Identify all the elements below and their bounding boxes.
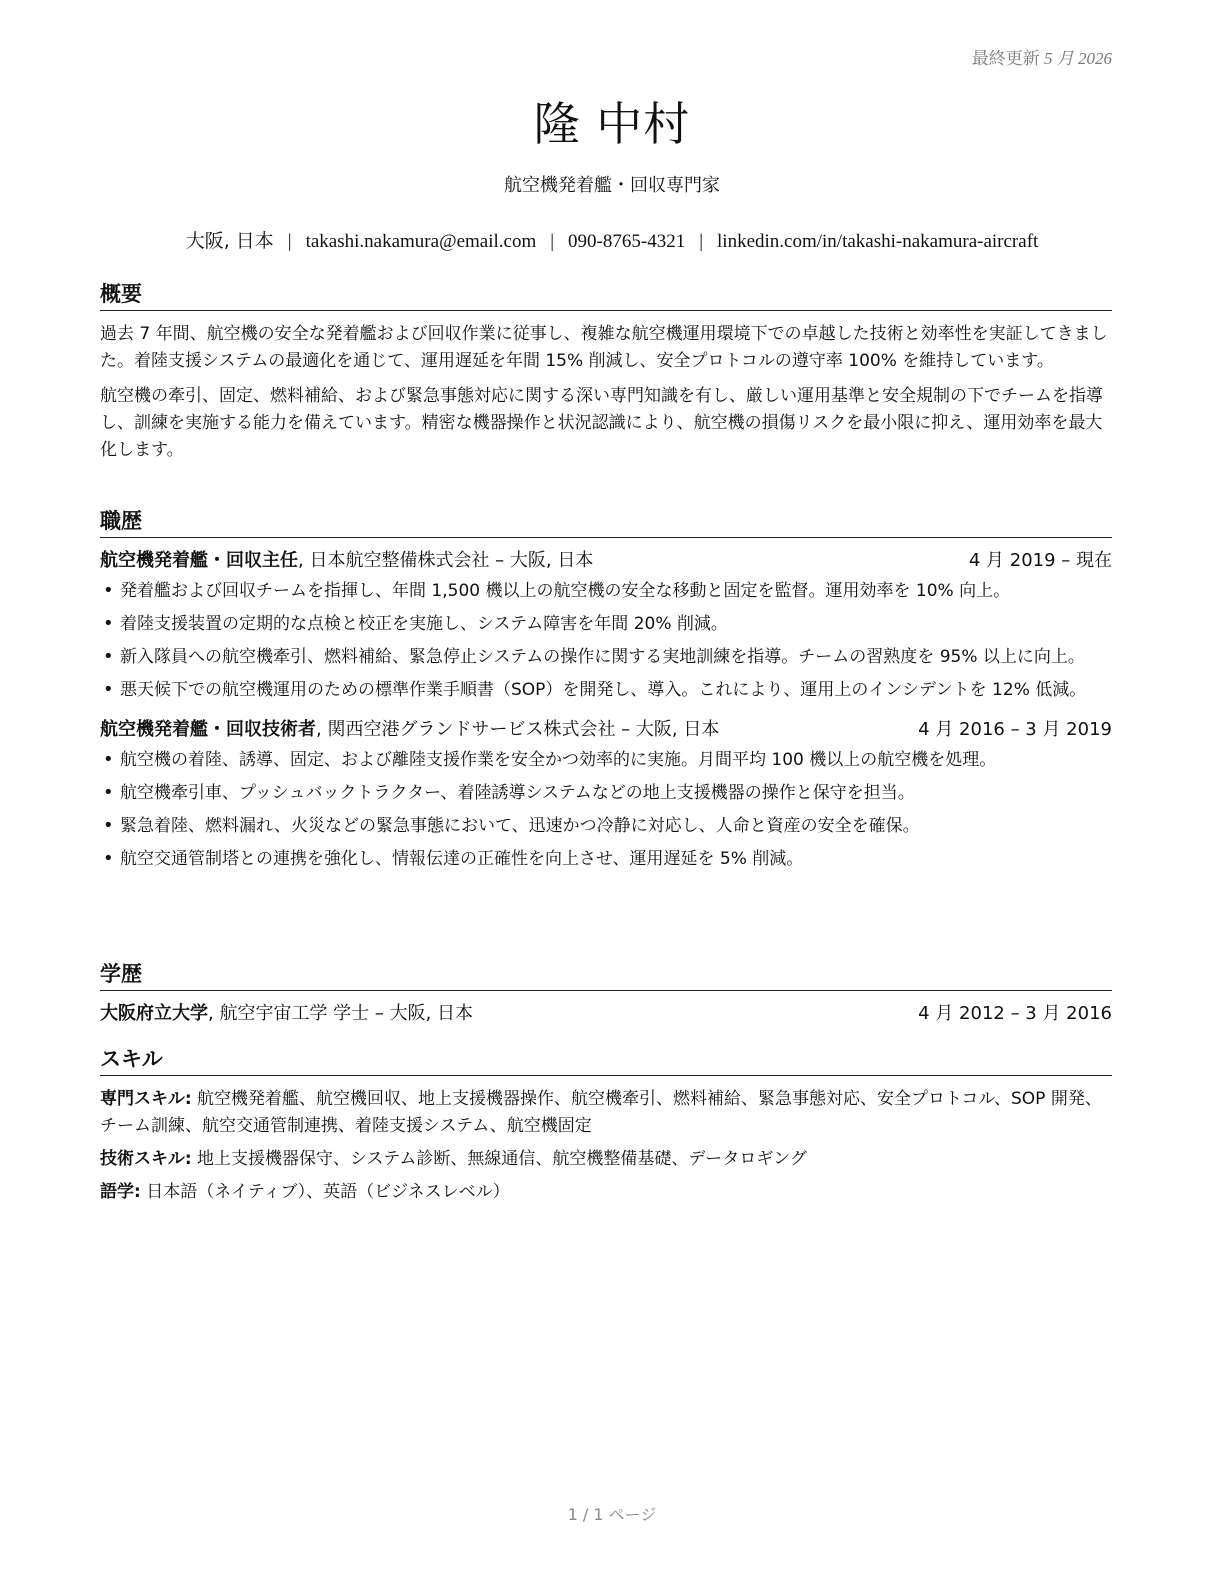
contact-linkedin[interactable]: linkedin.com/in/takashi-nakamura-aircraft [717, 231, 1039, 252]
experience-section [100, 505, 1112, 879]
job-bullet: • 航空機牽引車、プッシュバックトラクター、着陸誘導システムなどの地上支援機器の操作と保守を担当。 [100, 780, 1112, 806]
skill-row [100, 1086, 1112, 1140]
contact-separator: | [287, 231, 292, 252]
job-bullet: • 新入隊員への航空機牽引、燃料補給、緊急停止システムの操作に関する実地訓練を指導。チームの習熟度を 95% 以上に向上。 [100, 644, 1112, 670]
contact-line [0, 226, 1224, 253]
contact-location: 大阪, 日本 [185, 230, 274, 252]
skill-row [100, 1179, 1112, 1206]
job-bullet: • 航空機の着陸、誘導、固定、および離陸支援作業を安全かつ効率的に実施。月間平均 100 機以上の航空機を処理。 [100, 747, 1112, 773]
job-entry [100, 548, 1112, 703]
candidate-name: 隆 中村 [533, 97, 691, 151]
education-section [100, 958, 1112, 1031]
skill-label: 語学: [100, 1182, 141, 1202]
summary-paragraph: 過去 7 年間、航空機の安全な発着艦および回収作業に従事し、複雑な航空機運用環境下での卓越した技術と効率性を実証してきました。着陸支援システムの最適化を通じて、運用遅延を年間 15% 削減し、安全プロトコルの遵守率 100% を維持しています。 [100, 324, 1108, 371]
job-company: , 日本航空整備株式会社 – 大阪, 日本 [298, 550, 594, 571]
education-detail: , 航空宇宙工学 学士 – 大阪, 日本 [208, 1003, 474, 1024]
job-bullet: • 航空交通管制塔との連携を強化し、情報伝達の正確性を向上させ、運用遅延を 5% 削減。 [100, 846, 1112, 872]
job-role: 航空機発着艦・回収技術者 [100, 719, 316, 740]
education-dates: 4 月 2012 – 3 月 2016 [918, 1003, 1112, 1024]
education-school: 大阪府立大学 [100, 1003, 208, 1024]
skill-label: 専門スキル: [100, 1089, 192, 1109]
skills-heading: スキル [100, 1043, 1112, 1076]
job-header [100, 717, 1112, 743]
job-header [100, 548, 1112, 574]
education-entry [100, 1001, 1112, 1027]
job-entry [100, 717, 1112, 872]
skills-section [100, 1043, 1112, 1212]
job-dates: 4 月 2019 – 現在 [968, 550, 1112, 571]
job-bullets [100, 747, 1112, 872]
last-updated [972, 44, 1112, 69]
skill-value: 日本語（ネイティブ）、英語（ビジネスレベル） [140, 1182, 510, 1202]
page-number: 1 / 1 ページ [567, 1505, 657, 1524]
contact-separator: | [550, 231, 555, 252]
skill-value: 地上支援機器保守、システム診断、無線通信、航空機整備基礎、データロギング [191, 1149, 807, 1169]
experience-heading: 職歴 [100, 505, 1112, 538]
job-bullet: • 悪天候下での航空機運用のための標準作業手順書（SOP）を開発し、導入。これにより、運用上のインシデントを 12% 低減。 [100, 677, 1112, 703]
job-bullets [100, 578, 1112, 703]
skill-label: 技術スキル: [100, 1149, 192, 1169]
job-company: , 関西空港グランドサービス株式会社 – 大阪, 日本 [316, 719, 720, 740]
contact-email[interactable]: takashi.nakamura@email.com [305, 231, 537, 252]
education-heading: 学歴 [100, 958, 1112, 991]
skill-row [100, 1146, 1112, 1173]
job-bullet: • 発着艦および回収チームを指揮し、年間 1,500 機以上の航空機の安全な移動と固定を監督。運用効率を 10% 向上。 [100, 578, 1112, 604]
summary-heading: 概要 [100, 278, 1112, 311]
contact-separator: | [699, 231, 704, 252]
job-dates: 4 月 2016 – 3 月 2019 [918, 719, 1112, 740]
job-bullet: • 緊急着陸、燃料漏れ、火災などの緊急事態において、迅速かつ冷静に対応し、人命と資産の安全を確保。 [100, 813, 1112, 839]
last-updated-date: 5 月 2026 [1044, 49, 1112, 68]
summary-section [100, 278, 1112, 472]
last-updated-prefix: 最終更新 [971, 49, 1040, 68]
job-bullet: • 着陸支援装置の定期的な点検と校正を実施し、システム障害を年間 20% 削減。 [100, 611, 1112, 637]
contact-phone: 090-8765-4321 [568, 231, 686, 252]
skill-value: 航空機発着艦、航空機回収、地上支援機器操作、航空機牽引、燃料補給、緊急事態対応、安全プロトコル、SOP 開発、チーム訓練、航空交通管制連携、着陸支援システム、航空機固定 [100, 1089, 1102, 1136]
candidate-title: 航空機発着艦・回収専門家 [504, 175, 720, 196]
job-role: 航空機発着艦・回収主任 [100, 550, 298, 571]
summary-paragraph: 航空機の牽引、固定、燃料補給、および緊急事態対応に関する深い専門知識を有し、厳しい運用基準と安全規制の下でチームを指導し、訓練を実施する能力を備えています。精密な機器操作と状況認識により、航空機の損傷リスクを最小限に抑え、運用効率を最大化します。 [100, 386, 1103, 460]
